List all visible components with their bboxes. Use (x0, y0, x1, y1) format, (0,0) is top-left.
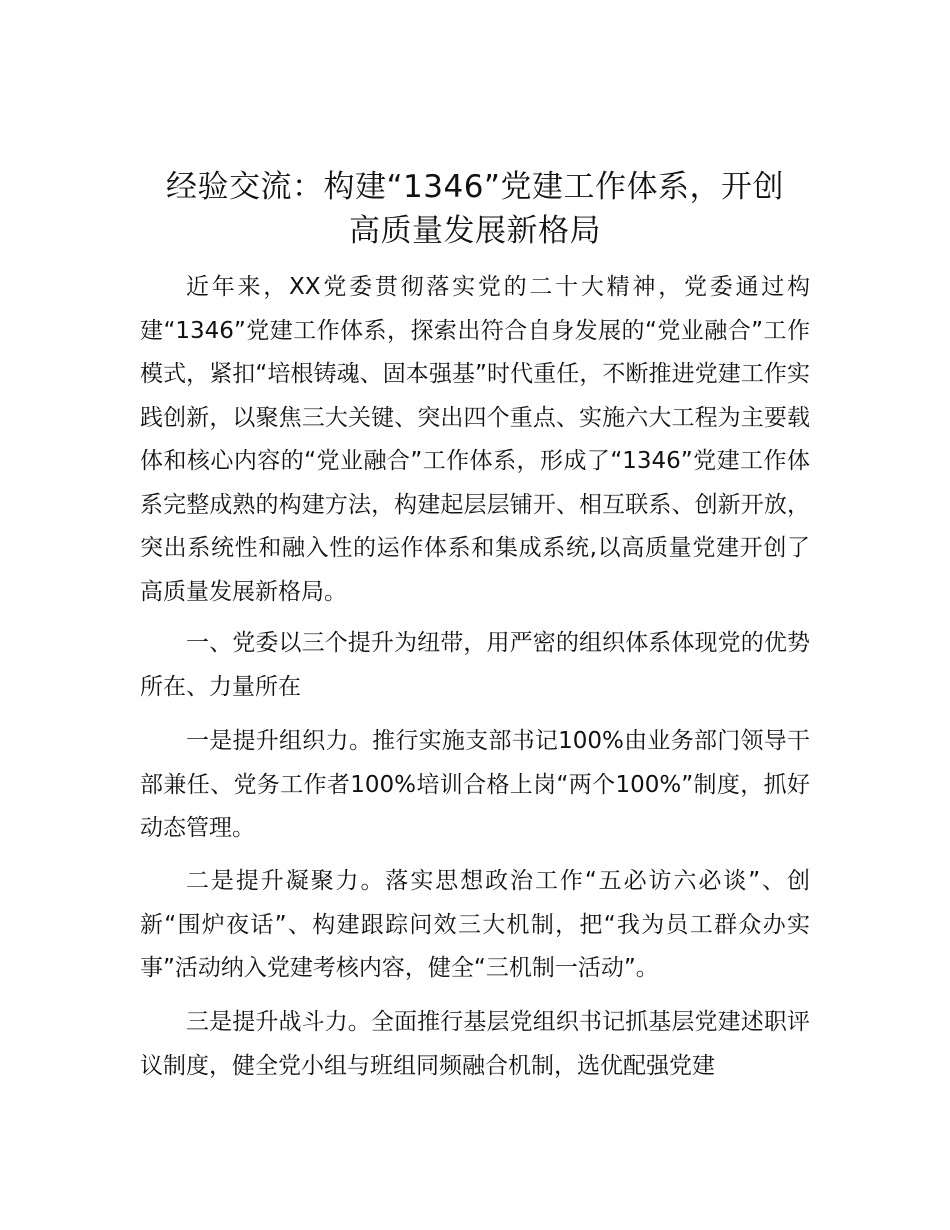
item-paragraph-2: 二是提升凝聚力。落实思想政治工作“五必访六必谈”、创新“围炉夜话”、构建跟踪问效三大机制，把“我为员工群众办实事”活动纳入党建考核内容，健全“三机制一活动”。 (140, 868, 810, 981)
title-line-2: 高质量发展新格局 (349, 213, 601, 249)
document-title (140, 165, 810, 253)
title-line-1: 经验交流：构建“1346”党建工作体系，开创 (165, 169, 784, 205)
item-paragraph-1: 一是提升组织力。推行实施支部书记100%由业务部门领导干部兼任、党务工作者100%培训合格上岗“两个100%”制度，抓好动态管理。 (140, 728, 810, 841)
section-heading-1: 一、党委以三个提升为纽带，用严密的组织体系体现党的优势所在、力量所在 (140, 630, 810, 700)
intro-paragraph: 近年来，XX党委贯彻落实党的二十大精神，党委通过构建“1346”党建工作体系，探索出符合自身发展的“党业融合”工作模式，紧扣“培根铸魂、固本强基”时代重任，不断推进党建工作实践创新，以聚焦三大关键、突出四个重点、实施六大工程为主要载体和核心内容的“党业融合”工作体系，形成了“1346”党建工作体系完整成熟的构建方法，构建起层层铺开、相互联系、创新开放，突出系统性和融入性的运作体系和集成系统,以高质量党建开创了高质量发展新格局。 (140, 274, 810, 605)
item-paragraph-3: 三是提升战斗力。全面推行基层党组织书记抓基层党建述职评议制度，健全党小组与班组同频融合机制，选优配强党建 (140, 1009, 810, 1079)
